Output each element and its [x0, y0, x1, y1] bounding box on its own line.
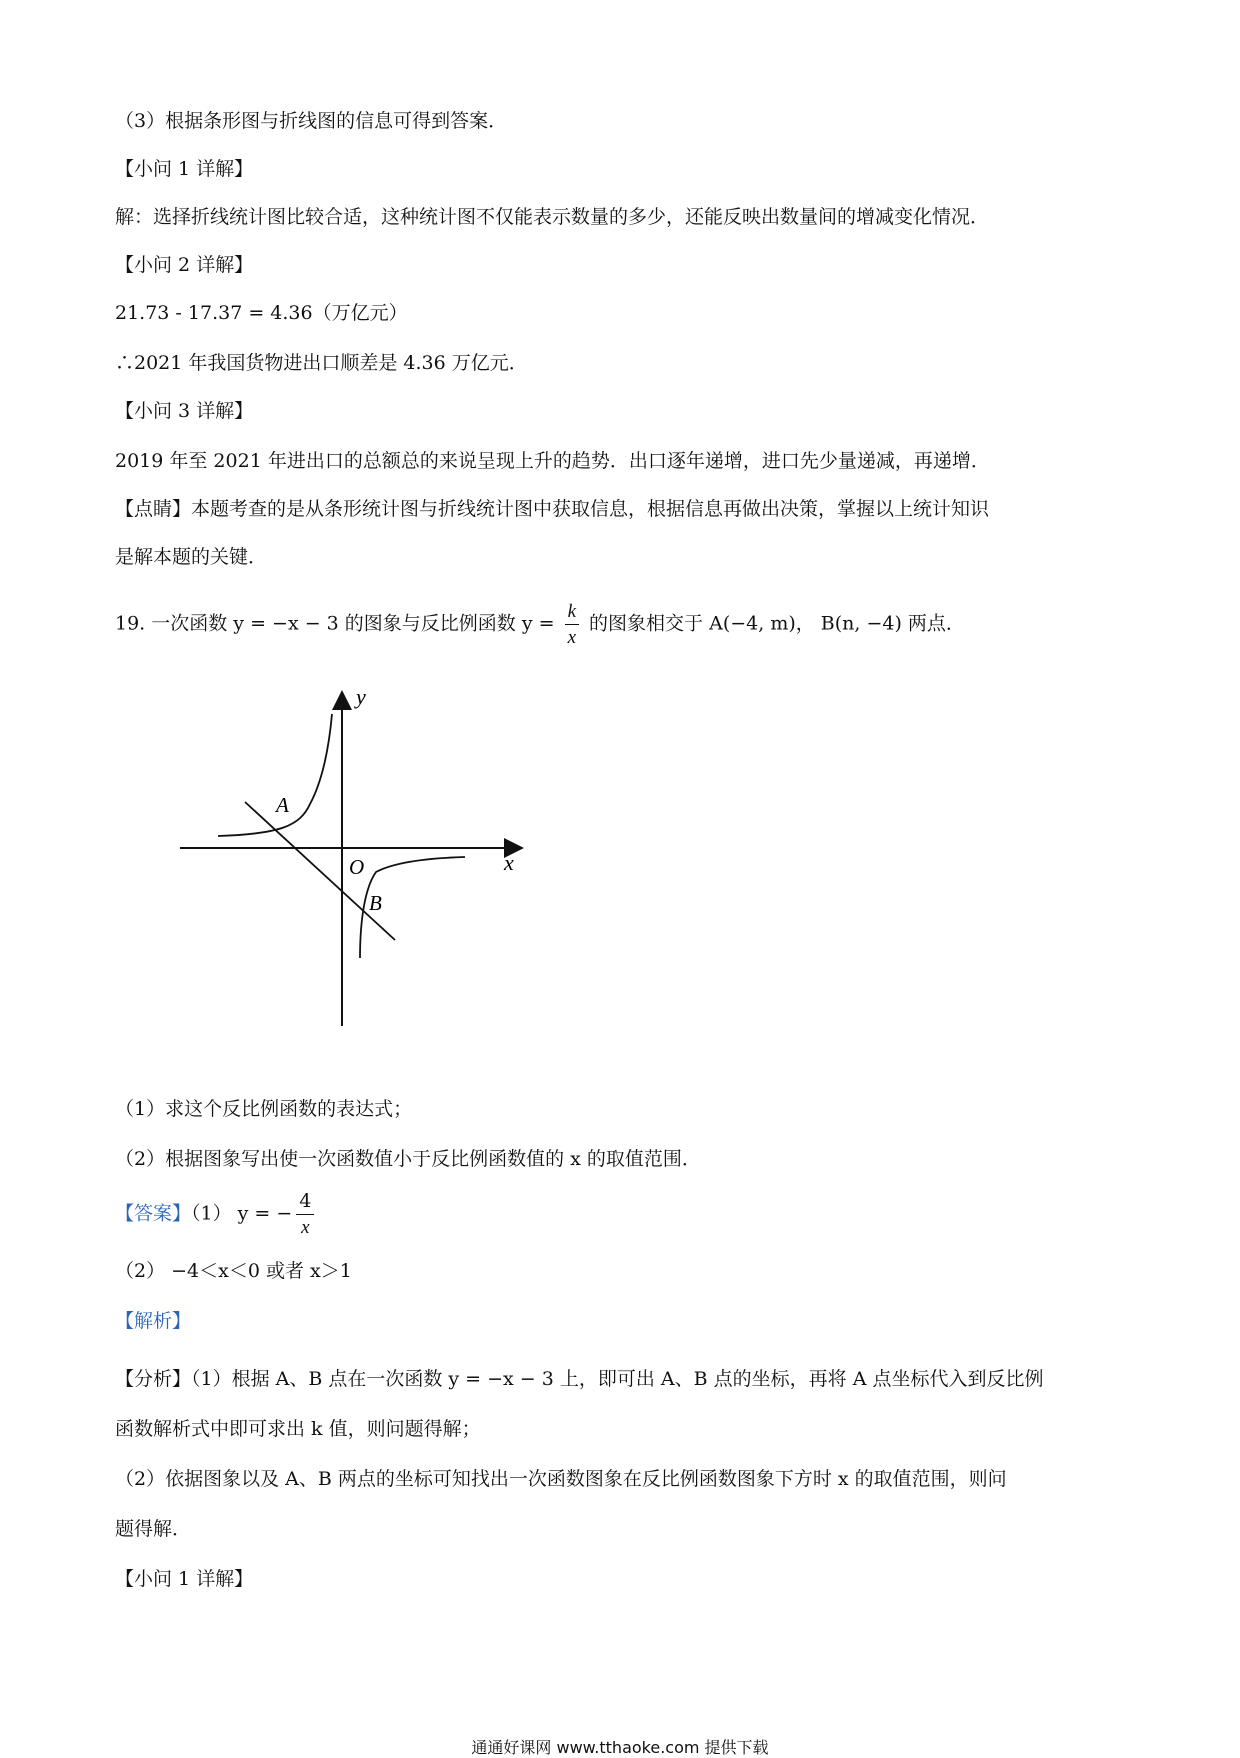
point-b-label: B — [369, 891, 382, 915]
section-heading: 【小问 3 详解】 — [115, 400, 254, 422]
answer-part1-prefix: （1） y = − — [191, 1202, 293, 1225]
section-heading: 【小问 1 详解】 — [115, 1568, 254, 1590]
hyperbola-branch-left — [218, 714, 332, 836]
page-footer: 通通好课网 www.tthaoke.com 提供下载 — [471, 1738, 769, 1757]
text-line: 是解本题的关键． — [115, 546, 268, 568]
analysis-tag: 【解析】 — [115, 1310, 192, 1332]
section-heading: 【小问 1 详解】 — [115, 158, 254, 180]
x-axis-label: x — [504, 850, 514, 875]
analysis-line: 【分析】（1）根据 A、B 点在一次函数 y = −x − 3 上，即可出 A、B 点的坐标，再将 A 点坐标代入到反比例 — [115, 1368, 1044, 1390]
q19-prefix: 19. 一次函数 y = −x − 3 的图象与反比例函数 y = — [115, 612, 561, 635]
fraction-numerator: k — [567, 601, 577, 622]
section-heading: 【小问 2 详解】 — [115, 254, 254, 276]
fraction-k-over-x — [565, 602, 579, 647]
origin-label: O — [349, 855, 365, 879]
linear-function-line — [245, 802, 395, 940]
fraction-4-over-x — [296, 1192, 314, 1237]
text-line: （3）根据条形图与折线图的信息可得到答案． — [115, 110, 508, 132]
fraction-numerator: 4 — [299, 1190, 312, 1212]
text-line: 【点睛】本题考查的是从条形统计图与折线统计图中获取信息，根据信息再做出决策，掌握以上统计知识 — [115, 498, 990, 520]
text-line: 解：选择折线统计图比较合适，这种统计图不仅能表示数量的多少，还能反映出数量间的增减变化情况． — [115, 206, 990, 228]
text-line: ∴2021 年我国货物进出口顺差是 4.36 万亿元． — [115, 352, 528, 374]
answer-part-1 — [115, 1192, 318, 1237]
text-line: 21.73 - 17.37 = 4.36（万亿元） — [115, 302, 408, 324]
fraction-denominator: x — [296, 1214, 314, 1237]
fraction-denominator: x — [565, 624, 579, 647]
analysis-line: （2）依据图象以及 A、B 两点的坐标可知找出一次函数图象在反比例函数图象下方时 x 的取值范围，则问 — [115, 1468, 1007, 1490]
sub-question-1: （1）求这个反比例函数的表达式； — [115, 1098, 413, 1120]
answer-tag: 【答案】 — [115, 1202, 192, 1225]
analysis-line: 函数解析式中即可求出 k 值，则问题得解； — [115, 1418, 481, 1440]
sub-question-2: （2）根据图象写出使一次函数值小于反比例函数值的 x 的取值范围． — [115, 1148, 701, 1170]
question-19 — [115, 602, 965, 647]
analysis-line: 题得解． — [115, 1518, 192, 1540]
point-a-label: A — [276, 793, 289, 817]
answer-part-2: （2） −4＜x＜0 或者 x＞1 — [115, 1260, 352, 1282]
function-graph — [170, 686, 530, 1036]
text-line: 2019 年至 2021 年进出口的总额总的来说呈现上升的趋势．出口逐年递增，进口先少量递减，再递增． — [115, 450, 990, 472]
q19-suffix: 的图象相交于 A(−4, m)， B(n, −4) 两点． — [583, 612, 965, 635]
y-axis-label: y — [356, 686, 366, 709]
